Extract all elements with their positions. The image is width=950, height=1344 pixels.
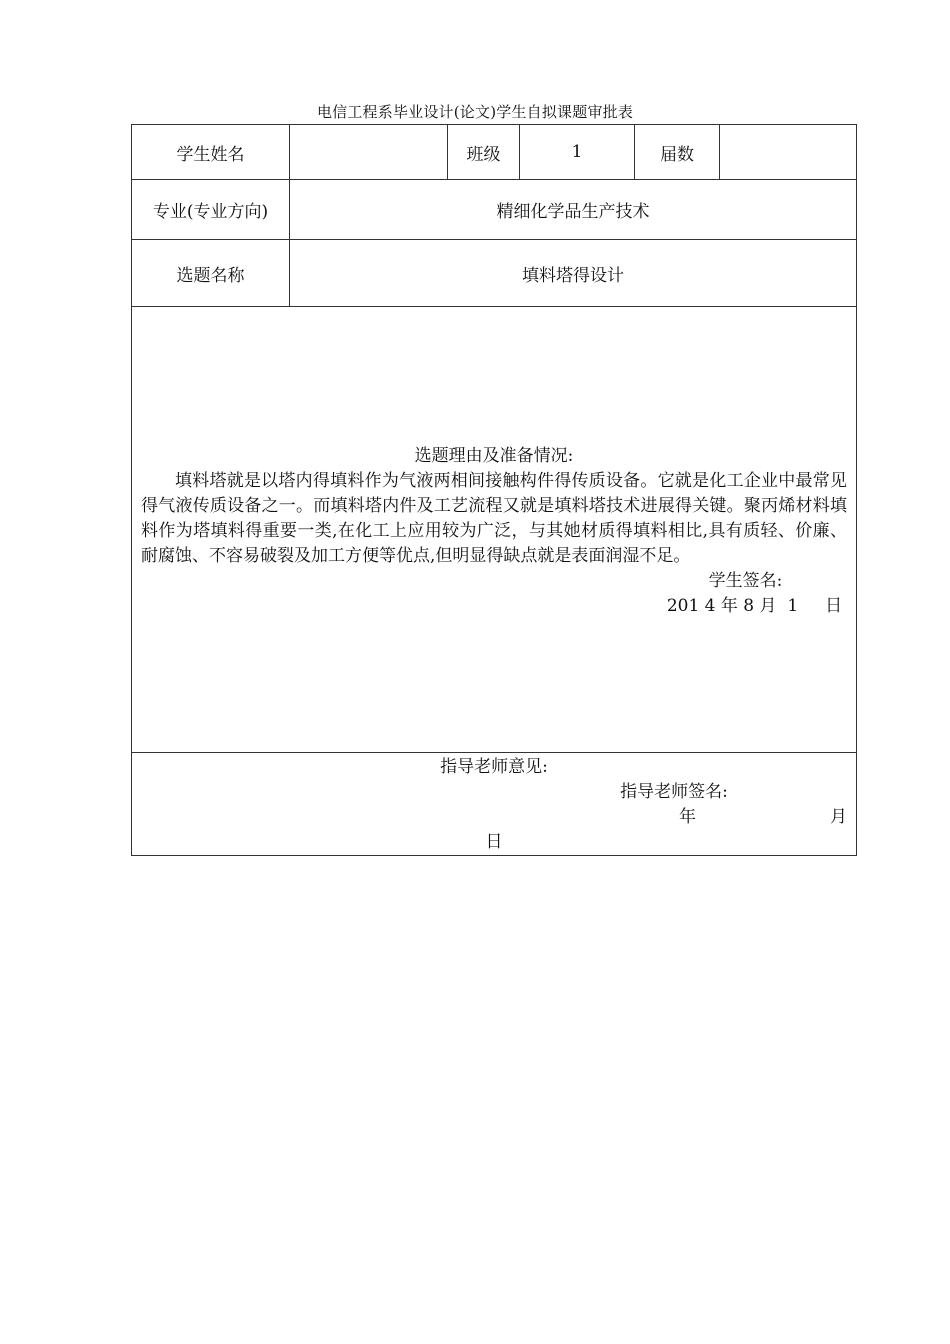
student-name-label: 学生姓名: [132, 125, 290, 180]
topic-value: 填料塔得设计: [290, 240, 857, 307]
class-label: 班级: [448, 125, 520, 180]
advisor-cell: [132, 753, 857, 856]
topic-label: 选题名称: [132, 240, 290, 307]
form-title: 电信工程系毕业设计(论文)学生自拟课题审批表: [316, 103, 634, 121]
reason-cell: [132, 307, 857, 753]
advisor-row: [132, 753, 857, 856]
advisor-month-label: 月: [830, 807, 847, 827]
cohort-label: 届数: [635, 125, 720, 180]
reason-text: 填料塔就是以塔内得填料作为气液两相间接触构件得传质设备。它就是化工企业中最常见得气液传质设备之一。而填料塔内件及工艺流程又就是填料塔技术进展得关键。聚丙烯材料填料作为塔填料得重要一类,在化工上应用较为广泛，与其她材质得填料相比,具有质轻、价廉、耐腐蚀、不容易破裂及加工方便等优点,但明显得缺点就是表面润湿不足。: [141, 471, 847, 566]
advisor-year-label: 年: [679, 807, 696, 827]
student-signature-label: 学生签名:: [708, 571, 783, 591]
major-label: 专业(专业方向): [132, 180, 290, 240]
student-signature-date: 201 4 年 8 月 1 日: [666, 596, 843, 616]
topic-row: [132, 240, 857, 307]
advisor-opinion-label: 指导老师意见:: [440, 757, 548, 777]
student-info-row: [132, 125, 857, 180]
reason-label: 选题理由及准备情况:: [414, 446, 574, 466]
approval-form-table: [131, 124, 857, 856]
advisor-day-label: 日: [485, 832, 503, 852]
class-value: 1: [520, 125, 635, 180]
advisor-date-line: [141, 805, 847, 830]
reason-row: [132, 307, 857, 753]
major-row: [132, 180, 857, 240]
advisor-signature-label: 指导老师签名:: [620, 782, 728, 802]
student-name-value: [290, 125, 448, 180]
cohort-value: [720, 125, 857, 180]
major-value: 精细化学品生产技术: [290, 180, 857, 240]
